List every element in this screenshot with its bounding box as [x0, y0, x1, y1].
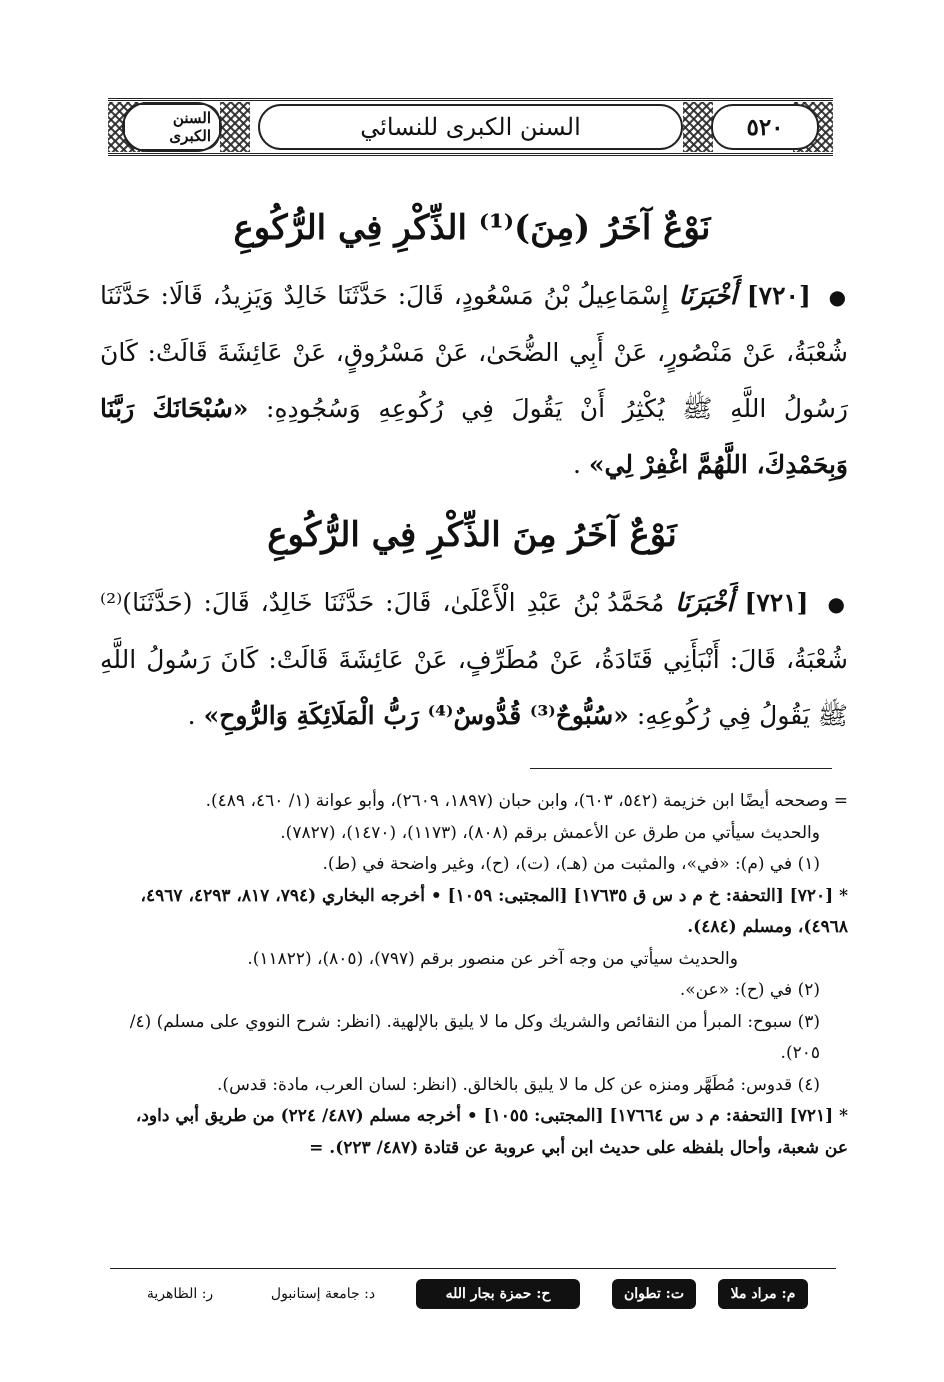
logo-text: السنن الكبرى — [124, 104, 220, 150]
section-heading-720: نَوْعٌ آخَرُ (مِنَ)⁽¹⁾ الذِّكْرِ فِي الرُّكُوعِ — [233, 208, 711, 248]
hadith-number: [٧٢١] — [744, 588, 809, 617]
akhbarana: أَخْبَرَنَا — [678, 281, 737, 310]
manuscript-t: ت: تطوان — [612, 1279, 696, 1309]
footnote-line: والحديث سيأتي من وجه آخر عن منصور برقم (٧٩٧)، (٨٠٥)، (١١٨٢٢). — [247, 948, 738, 969]
footnote-line: والحديث سيأتي من طرق عن الأعمش برقم (٨٠٨)، (١١٧٣)، (١٤٧٠)، (٧٨٢٧). — [280, 822, 820, 843]
hadith-quote: «سُبُّوحٌ⁽³⁾ قُدُّوسٌ⁽⁴⁾ رَبُّ الْمَلَائِكَةِ وَالرُّوحِ» — [203, 701, 629, 730]
header-ornament-right-inner — [683, 102, 713, 152]
hadith-text: مُحَمَّدُ بْنُ عَبْدِ الْأَعْلَىٰ، قَالَ: حَدَّثَنَا خَالِدٌ، قَالَ: (حَدَّثَنَا)⁽²⁾ شُعْبَةُ، قَالَ: أَنْبَأَنِي قَتَادَةُ، عَنْ مُطَرِّفٍ، عَنْ عَائِشَةَ قَالَتْ: كَانَ رَسُولُ اللَّهِ ﷺ يَقُولُ فِي رُكُوعِهِ: — [100, 588, 848, 730]
manuscript-d: د: جامعة إستانبول — [270, 1286, 376, 1302]
manuscript-h: ح: حمزة بجار الله — [416, 1279, 580, 1309]
page-number: ٥٢٠ — [711, 104, 819, 150]
manuscript-r: ر: الظاهرية — [146, 1286, 214, 1302]
hadith-text: إِسْمَاعِيلُ بْنُ مَسْعُودٍ، قَالَ: حَدَّثَنَا خَالِدٌ وَيَزِيدُ، قَالَا: حَدَّثَنَا شُعْبَةُ، عَنْ مَنْصُورٍ، عَنْ أَبِي الضُّحَىٰ، عَنْ مَسْرُوقٍ، عَنْ عَائِشَةَ قَالَتْ: كَانَ رَسُولُ اللَّهِ ﷺ يُكْثِرُ أَنْ يَقُولَ فِي رُكُوعِهِ وَسُجُودِهِ: — [100, 281, 848, 423]
header-ornament-left-inner — [220, 102, 250, 152]
footnote-2: (٢) في (ح): «عن». — [679, 980, 820, 1000]
bullet-icon: ● — [828, 285, 849, 309]
bullet-icon: ● — [827, 592, 848, 616]
takhrij-721: * [٧٢١] [التحفة: م د س ١٧٦٦٤] [المجتبى: ١٠٥٥] • أخرجه مسلم (٤٨٧/ ٢٢٤) من طريق أبي داود، عن شعبة، وأحال بلفظه على حديث ابن أبي عروبة عن قتادة (٤٨٧/ ٢٢٣). = — [135, 1106, 848, 1158]
hadith-720 — [100, 268, 848, 493]
footnote-cont: = وصححه أيضًا ابن خزيمة (٥٤٢، ٦٠٣)، وابن حبان (١٨٩٧، ٢٦٠٩)، وأبو عوانة (١/ ٤٦٠، ٤٨٩). — [205, 791, 848, 811]
hadith-end: . — [573, 450, 581, 479]
footnote-1: (١) في (م): «في»، والمثبت من (هـ)، (ت)، (ح)، وغير واضحة في (ط). — [322, 854, 820, 874]
book-title: السنن الكبرى للنسائي — [360, 113, 581, 141]
hadith-721 — [100, 575, 848, 744]
takhrij-720: * [٧٢٠] [التحفة: خ م د س ق ١٧٦٣٥] [المجتبى: ١٠٥٩] • أخرجه البخاري (٧٩٤، ٨١٧، ٤٢٩٣، ٤٩٦٧، ٤٩٦٨)، ومسلم (٤٨٤). — [140, 885, 848, 937]
hadith-quote: «سُبْحَانَكَ رَبَّنَا وَبِحَمْدِكَ، اللَّهُمَّ اغْفِرْ لِي» — [100, 394, 848, 479]
section-heading-721: نَوْعٌ آخَرُ مِنَ الذِّكْرِ فِي الرُّكُوعِ — [267, 515, 677, 555]
hadith-number: [٧٢٠] — [746, 281, 811, 310]
header-title-box — [258, 104, 683, 150]
akhbarana: أَخْبَرَنَا — [675, 588, 734, 617]
running-header — [108, 98, 833, 156]
footer-rule — [110, 1268, 836, 1269]
book-logo — [122, 102, 222, 152]
hadith-end: . — [187, 701, 196, 730]
footnote-separator — [530, 768, 832, 769]
footnotes — [112, 786, 848, 1164]
manuscript-m: م: مراد ملا — [718, 1279, 808, 1309]
footnote-4: (٤) قدوس: مُطَهَّر ومنزه عن كل ما لا يليق بالخالق. (انظر: لسان العرب، مادة: قدس). — [217, 1074, 820, 1095]
footnote-3: (٣) سبوح: المبرأ من النقائص والشريك وكل ما لا يليق بالإلهية. (انظر: شرح النووي على مسلم) (٤/ ٢٠٥). — [129, 1011, 820, 1063]
